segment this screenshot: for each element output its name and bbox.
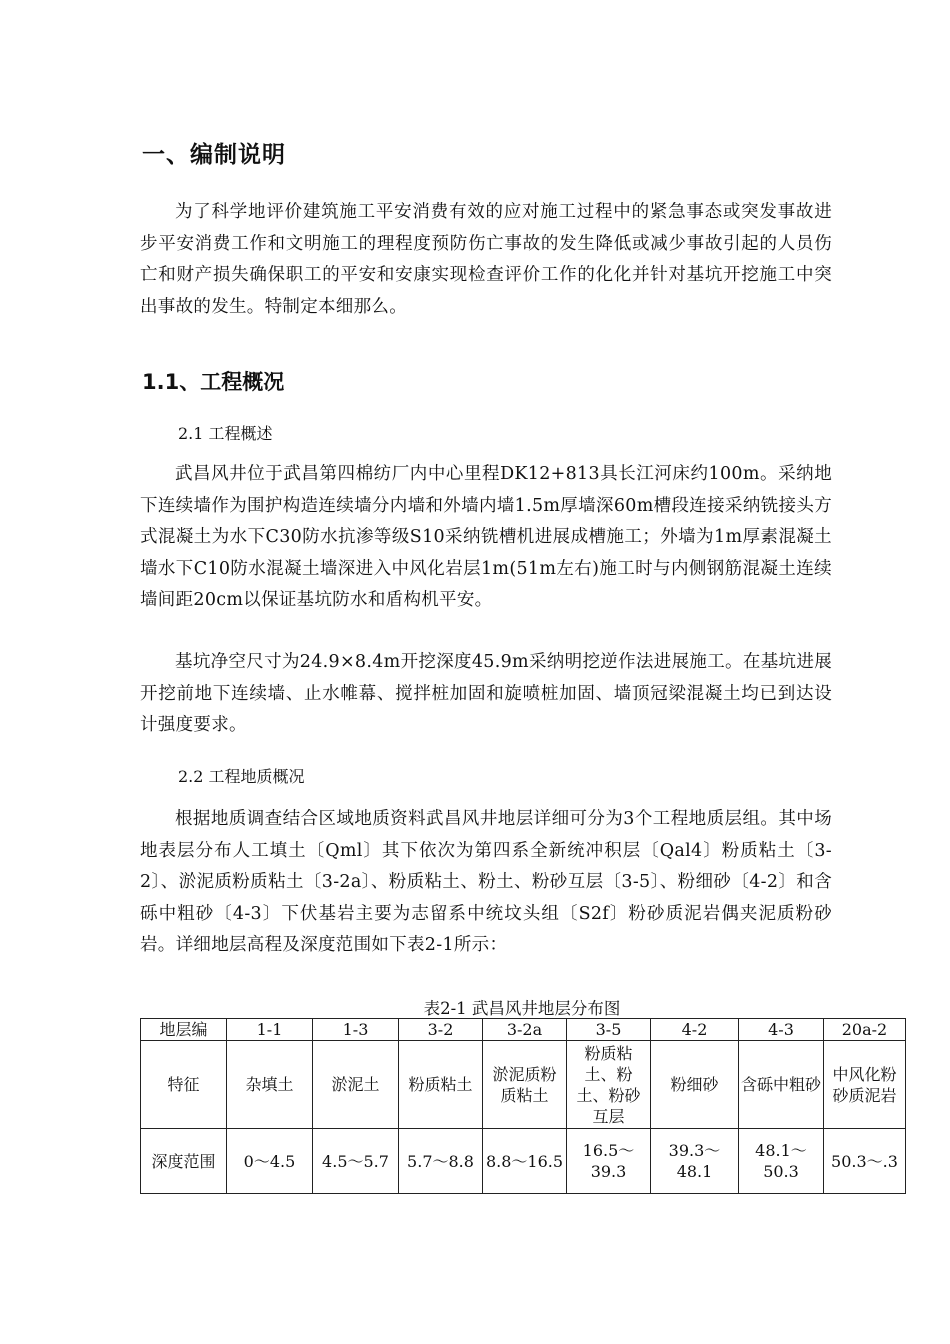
table-cell: 4-3 <box>739 1019 824 1041</box>
table-cell: 16.5～39.3 <box>567 1129 651 1194</box>
table-cell: 50.3～.3 <box>824 1129 906 1194</box>
subsection-heading: 1.1、工程概况 <box>142 370 285 394</box>
table-row <box>141 1041 906 1129</box>
strata-table <box>140 1018 906 1194</box>
table-cell: 1-3 <box>313 1019 399 1041</box>
table-row <box>141 1019 906 1041</box>
pit-paragraph: 基坑净空尺寸为24.9×8.4m开挖深度45.9m采纳明挖逆作法进展施工。在基坑进展开挖前地下连续墙、止水帷幕、搅拌桩加固和旋喷桩加固、墙顶冠梁混凝土均已到达设计强度要求。 <box>140 652 832 735</box>
table-cell: 39.3～48.1 <box>651 1129 739 1194</box>
table-cell: 5.7～8.8 <box>399 1129 483 1194</box>
table-cell: 杂填土 <box>227 1041 313 1129</box>
table-cell: 4.5～5.7 <box>313 1129 399 1194</box>
intro-paragraph: 为了科学地评价建筑施工平安消费有效的应对施工过程中的紧急事态或突发事故进步平安消费工作和文明施工的理程度预防伤亡事故的发生降低或减少事故引起的人员伤亡和财产损失确保职工的平安和安康实现检查评价工作的化化并针对基坑开挖施工中突出事故的发生。特制定本细那么。 <box>140 202 832 317</box>
table-cell: 0～4.5 <box>227 1129 313 1194</box>
table-cell: 含砾中粗砂 <box>739 1041 824 1129</box>
table-cell: 淤泥土 <box>313 1041 399 1129</box>
table-cell: 中风化粉砂质泥岩 <box>824 1041 906 1129</box>
table-cell: 3-2a <box>483 1019 567 1041</box>
table-caption: 表2-1 武昌风井地层分布图 <box>423 999 621 1018</box>
table-cell: 3-2 <box>399 1019 483 1041</box>
row-label-feature: 特征 <box>141 1041 227 1129</box>
section-heading: 一、编制说明 <box>142 142 286 168</box>
geology-paragraph: 根据地质调查结合区域地质资料武昌风井地层详细可分为3个工程地质层组。其中场地表层分布人工填土〔Qml〕其下依次为第四系全新统冲积层〔Qal4〕粉质粘土〔3-2〕、淤泥质粉质粘土〔3-2a〕、粉质粘土、粉土、粉砂互层〔3-5〕、粉细砂〔4-2〕和含砾中粗砂〔4-3〕下伏基岩主要为志留系中统坟头组〔S2f〕粉砂质泥岩偶夹泥质粉砂岩。详细地层高程及深度范围如下表2-1所示： <box>140 809 832 955</box>
table-cell: 4-2 <box>651 1019 739 1041</box>
sub-heading-2-2: 2.2 工程地质概况 <box>178 767 305 786</box>
table-cell: 粉质粘土、粉土、粉砂互层 <box>567 1041 651 1129</box>
table-cell: 粉细砂 <box>651 1041 739 1129</box>
overview-paragraph: 武昌风井位于武昌第四棉纺厂内中心里程DK12+813具长江河床约100m。采纳地下连续墙作为围护构造连续墙分内墙和外墙内墙1.5m厚墙深60m槽段连接采纳铣接头方式混凝土为水下C30防水抗渗等级S10采纳铣槽机进展成槽施工；外墙为1m厚素混凝土墙水下C10防水混凝土墙深进入中风化岩层1m(51m左右)施工时与内侧钢筋混凝土连续墙间距20cm以保证基坑防水和盾构机平安。 <box>140 464 832 610</box>
table-cell: 8.8～16.5 <box>483 1129 567 1194</box>
table-cell: 1-1 <box>227 1019 313 1041</box>
row-label-depth: 深度范围 <box>141 1129 227 1194</box>
table-cell: 淤泥质粉质粘土 <box>483 1041 567 1129</box>
sub-heading-2-1: 2.1 工程概述 <box>178 424 273 443</box>
table-row <box>141 1129 906 1194</box>
row-label-code: 地层编 <box>141 1019 227 1041</box>
table-cell: 20a-2 <box>824 1019 906 1041</box>
table-cell: 48.1～50.3 <box>739 1129 824 1194</box>
table-cell: 3-5 <box>567 1019 651 1041</box>
table-cell: 粉质粘土 <box>399 1041 483 1129</box>
